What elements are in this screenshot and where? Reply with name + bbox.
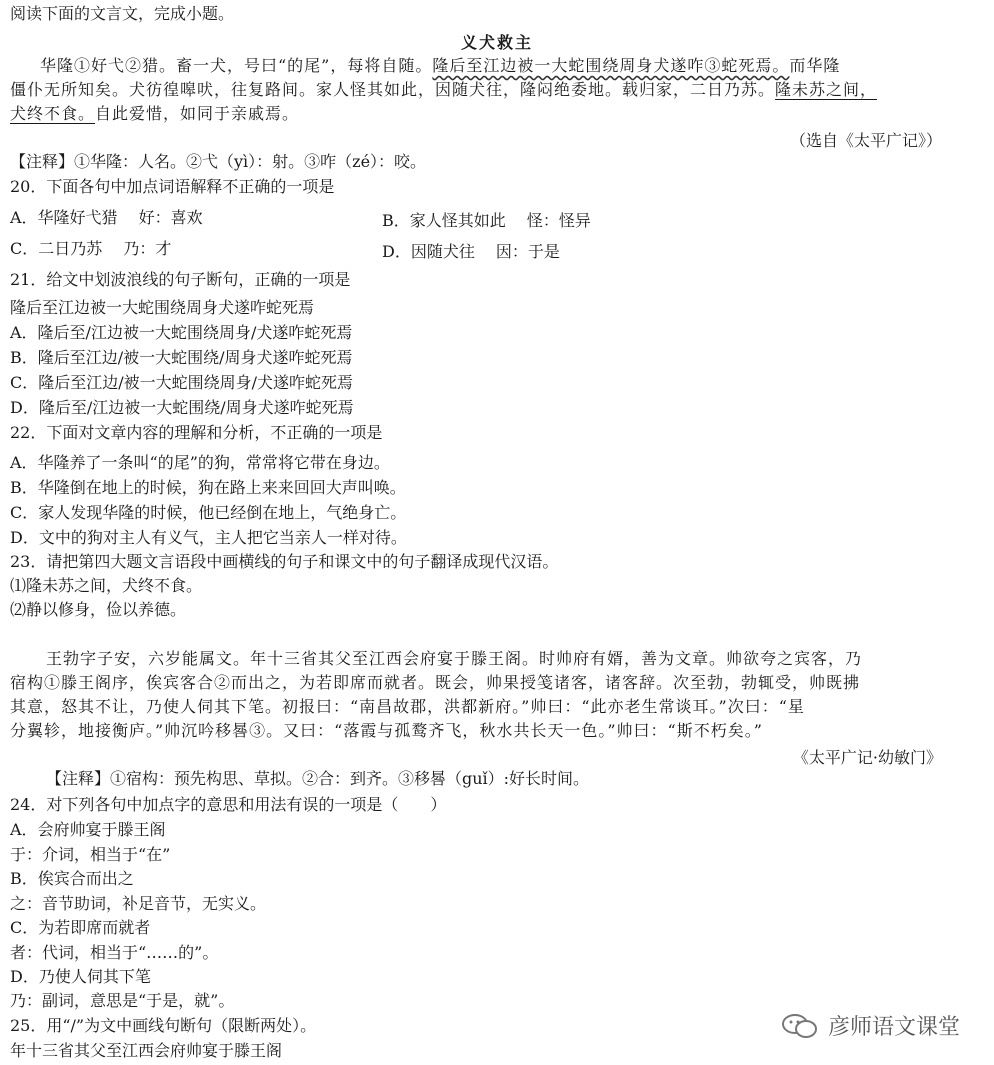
q24-option-d: D．乃使人伺其下笔 (10, 967, 151, 986)
q21-option-c: C．隆后至江边/被一大蛇围绕周身/犬遂咋蛇死焉 (10, 373, 354, 392)
q22-option-b: B．华隆倒在地上的时候，狗在路上来来回回大声叫唤。 (10, 478, 406, 497)
q22-option-c: C．家人发现华隆的时候，他已经倒在地上，气绝身亡。 (10, 503, 407, 522)
q23-sentence-1: ⑴隆未苏之间，犬终不食。 (10, 576, 203, 595)
watermark-text: 彦师语文课堂 (827, 1015, 960, 1040)
q24-option-c: C．为若即席而就者 (10, 918, 151, 937)
q24-option-a: A．会府帅宴于滕王阁 (10, 820, 166, 839)
q20-option-b: B．家人怪其如此 怪：怪异 (382, 211, 591, 230)
passage2-note: 【注释】①宿构：预先构思、草拟。②合：到齐。③移晷（guǐ）:好长时间。 (46, 769, 590, 788)
passage2-source: 《太平广记·幼敏门》 (792, 748, 942, 767)
passage2-line1: 王勃字子安，六岁能属文。年十三省其父至江西会府宴于滕王阁。时帅府有婿，善为文章。帅欲夸之宾客，乃 (46, 649, 863, 668)
intro-text: 阅读下面的文言文，完成小题。 (10, 4, 235, 23)
passage2-line3: 其意，怒其不让，乃使人伺其下笔。初报曰：“南昌故郡，洪都新府。”帅曰：“此亦老生常谈耳。”次曰：“星 (10, 697, 805, 716)
wechat-icon (780, 1012, 820, 1040)
q25-stem: 25．用“/”为文中画线句断句（限断两处）。 (10, 1016, 317, 1035)
underlined-sentence-a: 隆未苏之间， (775, 80, 878, 99)
q20-option-d: D．因随犬往 因：于是 (382, 242, 560, 261)
passage1-source: （选自《太平广记》） (789, 131, 942, 150)
passage2-line4: 分翼轸，地接衡庐。”帅沉吟移晷③。又曰：“落霞与孤鹜齐飞，秋水共长天一色。”帅曰：“斯不朽矣。” (10, 721, 763, 740)
passage1-line3: 犬终不食。自此爱惜，如同于亲戚焉。 (10, 104, 300, 123)
q25-sentence: 年十三省其父至江西会府帅宴于滕王阁 (10, 1041, 283, 1060)
q22-option-d: D．文中的狗对主人有义气，主人把它当亲人一样对待。 (10, 528, 407, 547)
passage1-note: 【注释】①华隆：人名。②弋（yì）：射。③咋（zé）：咬。 (10, 152, 427, 171)
q20-option-a: A．华隆好弋猎 好：喜欢 (10, 208, 203, 227)
q21-option-a: A．隆后至/江边被一大蛇围绕周身/犬遂咋蛇死焉 (10, 323, 353, 342)
q24-option-a-explanation: 于：介词，相当于“在” (10, 845, 171, 864)
watermark (780, 1010, 960, 1041)
q23-stem: 23．请把第四大题文言语段中画横线的句子和课文中的句子翻译成现代汉语。 (10, 552, 559, 571)
q21-option-d: D．隆后至/江边被一大蛇围绕/周身犬遂咋蛇死焉 (10, 398, 354, 417)
q21-option-b: B．隆后至江边/被一大蛇围绕/周身犬遂咋蛇死焉 (10, 348, 353, 367)
underlined-sentence-b: 犬终不食。 (10, 104, 96, 123)
q21-stem: 21．给文中划波浪线的句子断句，正确的一项是 (10, 270, 351, 289)
passage2-line2: 宿构①滕王阁序，俟宾客合②而出之，为若即席而就者。既会，帅果授笺诸客，诸客辞。次至勃，勃辄受，帅既拂 (10, 673, 861, 692)
q24-stem: 24．对下列各句中加点字的意思和用法有误的一项是（ ） (10, 795, 447, 814)
q22-option-a: A．华隆养了一条叫“的尾”的狗，常常将它带在身边。 (10, 453, 390, 472)
passage1-line2: 僵仆无所知矣。犬彷徨嗥吠，往复路间。家人怪其如此，因随犬往，隆闷绝委地。载归家，二日乃苏。隆未苏之间， (10, 80, 878, 99)
passage1-line1: 华隆①好弋②猎。畜一犬，号曰“的尾”，每将自随。隆后至江边被一大蛇围绕周身犬遂咋③蛇死焉。而华隆 (40, 56, 841, 75)
q24-option-b: B．俟宾合而出之 (10, 869, 134, 888)
q24-option-d-explanation: 乃：副词，意思是“于是，就”。 (10, 991, 235, 1010)
q20-stem: 20．下面各句中加点词语解释不正确的一项是 (10, 177, 335, 196)
q21-sentence: 隆后至江边被一大蛇围绕周身犬遂咋蛇死焉 (10, 298, 315, 317)
q24-option-b-explanation: 之：音节助词，补足音节，无实义。 (10, 894, 267, 913)
q20-option-c: C．二日乃苏 乃：才 (10, 239, 172, 258)
q24-option-c-explanation: 者：代词，相当于“……的”。 (10, 943, 219, 962)
q23-sentence-2: ⑵静以修身，俭以养德。 (10, 600, 187, 619)
passage-title: 义犬救主 (460, 33, 533, 52)
wavy-sentence: 隆后至江边被一大蛇围绕周身犬遂咋③蛇死焉。 (432, 56, 790, 75)
q22-stem: 22．下面对文章内容的理解和分析，不正确的一项是 (10, 423, 383, 442)
